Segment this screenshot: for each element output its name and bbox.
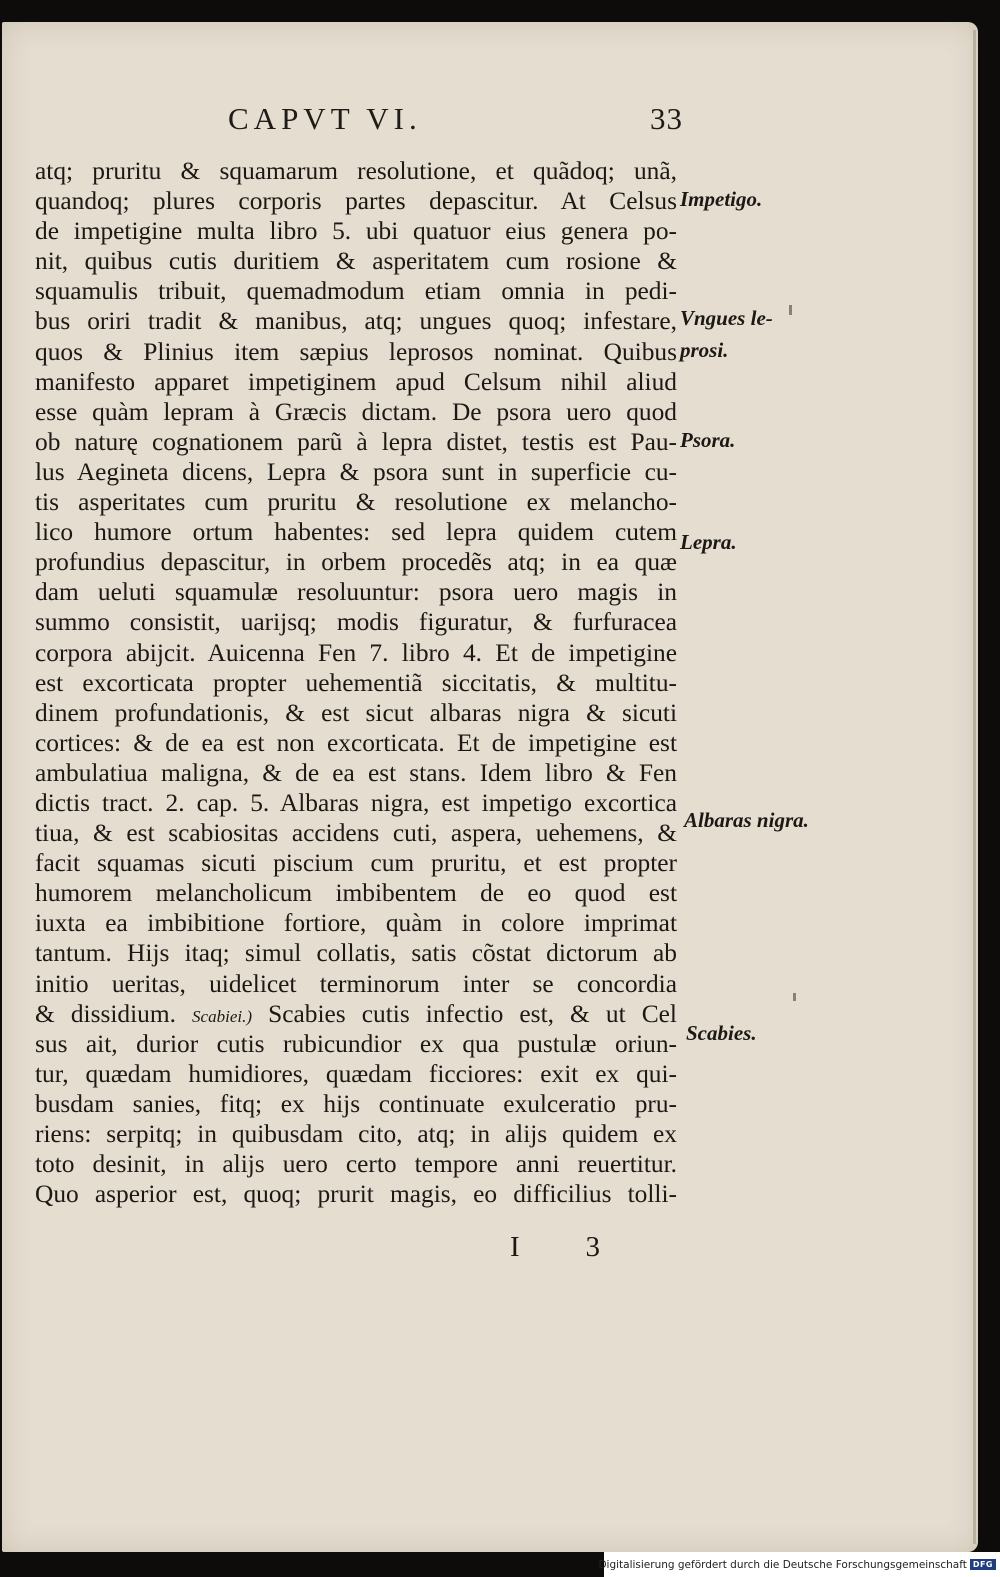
text-line: quandoq; plures corporis partes depascitur. At Celsus <box>35 187 677 216</box>
text-line: dam ueluti squamulæ resoluuntur: psora uero magis in <box>35 578 677 607</box>
text-line: toto desinit, in alijs uero certo tempore anni reuertitur. <box>35 1150 677 1179</box>
text-line: corpora abijcit. Auicenna Fen 7. libro 4. Et de impetigine <box>35 638 677 667</box>
text-line: sus ait, durior cutis rubicundior ex qua pustulæ oriun- <box>35 1029 677 1058</box>
text-segment: & dissidium. <box>35 999 176 1028</box>
page-edge <box>973 30 976 1544</box>
text-line: summo consistit, uarijsq; modis figuratur, & furfuracea <box>35 608 677 637</box>
text-line: dictis tract. 2. cap. 5. Albaras nigra, est impetigo excortica <box>35 788 677 817</box>
text-line: manifesto apparet impetiginem apud Celsum nihil aliud <box>35 367 677 396</box>
text-line: facit squamas sicuti piscium cum pruritu, et est propter <box>35 849 677 878</box>
text-line: cortices: & de ea est non excorticata. Et de impetigine est <box>35 728 677 757</box>
margin-note-impetigo: Impetigo. <box>680 187 763 211</box>
margin-note-lepra: Lepra. <box>680 530 737 554</box>
signature-number: 3 <box>585 1231 600 1263</box>
text-line: esse quàm lepram à Græcis dictam. De psora uero quod <box>35 397 677 426</box>
margin-note-leprosi: prosi. <box>680 338 729 362</box>
text-line: atq; pruritu & squamarum resolutione, et quãdoq; unã, <box>35 157 677 185</box>
text-line: lus Aegineta dicens, Lepra & psora sunt in superficie cu- <box>35 457 677 486</box>
margin-note-scabies: Scabies. <box>686 1021 757 1045</box>
text-line-with-inline-note <box>35 999 677 1029</box>
margin-note-psora: Psora. <box>680 428 736 452</box>
folio-number: 33 <box>650 101 683 136</box>
text-line: bus oriri tradit & manibus, atq; ungues quoq; infestare, <box>35 307 677 336</box>
main-text-block <box>35 156 677 1209</box>
running-title: CAPVT VI. <box>228 101 422 136</box>
text-line: ambulatiua maligna, & de ea est stans. Idem libro & Fen <box>35 758 677 787</box>
dfg-logo: DFG <box>970 1559 996 1570</box>
text-line: iuxta ea imbibitione fortiore, quàm in colore imprimat <box>35 909 677 938</box>
running-header <box>228 101 683 139</box>
digitization-credit-bar <box>598 1552 1000 1577</box>
text-line: dinem profundationis, & est sicut albaras nigra & sicuti <box>35 698 677 727</box>
signature-letter: I <box>510 1231 520 1263</box>
text-line: tiua, & est scabiositas accidens cuti, aspera, uehemens, & <box>35 819 677 848</box>
text-line: de impetigine multa libro 5. ubi quatuor eius genera po- <box>35 217 677 246</box>
text-line: squamulis tribuit, quemadmodum etiam omnia in pedi- <box>35 277 677 306</box>
text-line: quos & Plinius item sæpius leprosos nominat. Quibus <box>35 337 677 366</box>
text-line: initio ueritas, uidelicet terminorum inter se concordia <box>35 969 677 998</box>
paper-speck <box>793 993 796 1001</box>
text-line: lico humore ortum habentes: sed lepra quidem cutem <box>35 518 677 547</box>
digitization-credit: Digitalisierung gefördert durch die Deutsche Forschungsgemeinschaft <box>598 1558 967 1571</box>
text-line: profundius depascitur, in orbem procedẽs atq; in ea quæ <box>35 548 677 577</box>
text-line: tur, quædam humidiores, quædam ficciores: exit ex qui- <box>35 1059 677 1088</box>
text-line: Quo asperior est, quoq; prurit magis, eo difficilius tolli- <box>35 1180 677 1209</box>
paper-speck <box>789 305 792 315</box>
margin-note-ungues: Vngues le- <box>680 306 773 330</box>
text-line: nit, quibus cutis duritiem & asperitatem cum rosione & <box>35 247 677 276</box>
signature-mark <box>510 1231 600 1264</box>
text-segment: Scabies cutis infectio est, & ut Cel <box>268 999 677 1028</box>
text-line: ob naturę cognationem parũ à lepra distet, testis est Pau- <box>35 427 677 456</box>
text-line: tis asperitates cum pruritu & resolutione ex melancho- <box>35 488 677 517</box>
text-line: tantum. Hijs itaq; simul collatis, satis cõstat dictorum ab <box>35 939 677 968</box>
inline-note: Scabiei.) <box>192 1006 252 1026</box>
margin-note-albaras-nigra: Albaras nigra. <box>684 808 809 832</box>
text-line: busdam sanies, fitq; ex hijs continuate exulceratio pru- <box>35 1089 677 1118</box>
text-line: est excorticata propter uehementiã siccitatis, & multitu- <box>35 668 677 697</box>
text-line: riens: serpitq; in quibusdam cito, atq; in alijs quidem ex <box>35 1120 677 1148</box>
text-line: humorem melancholicum imbibentem de eo quod est <box>35 879 677 908</box>
